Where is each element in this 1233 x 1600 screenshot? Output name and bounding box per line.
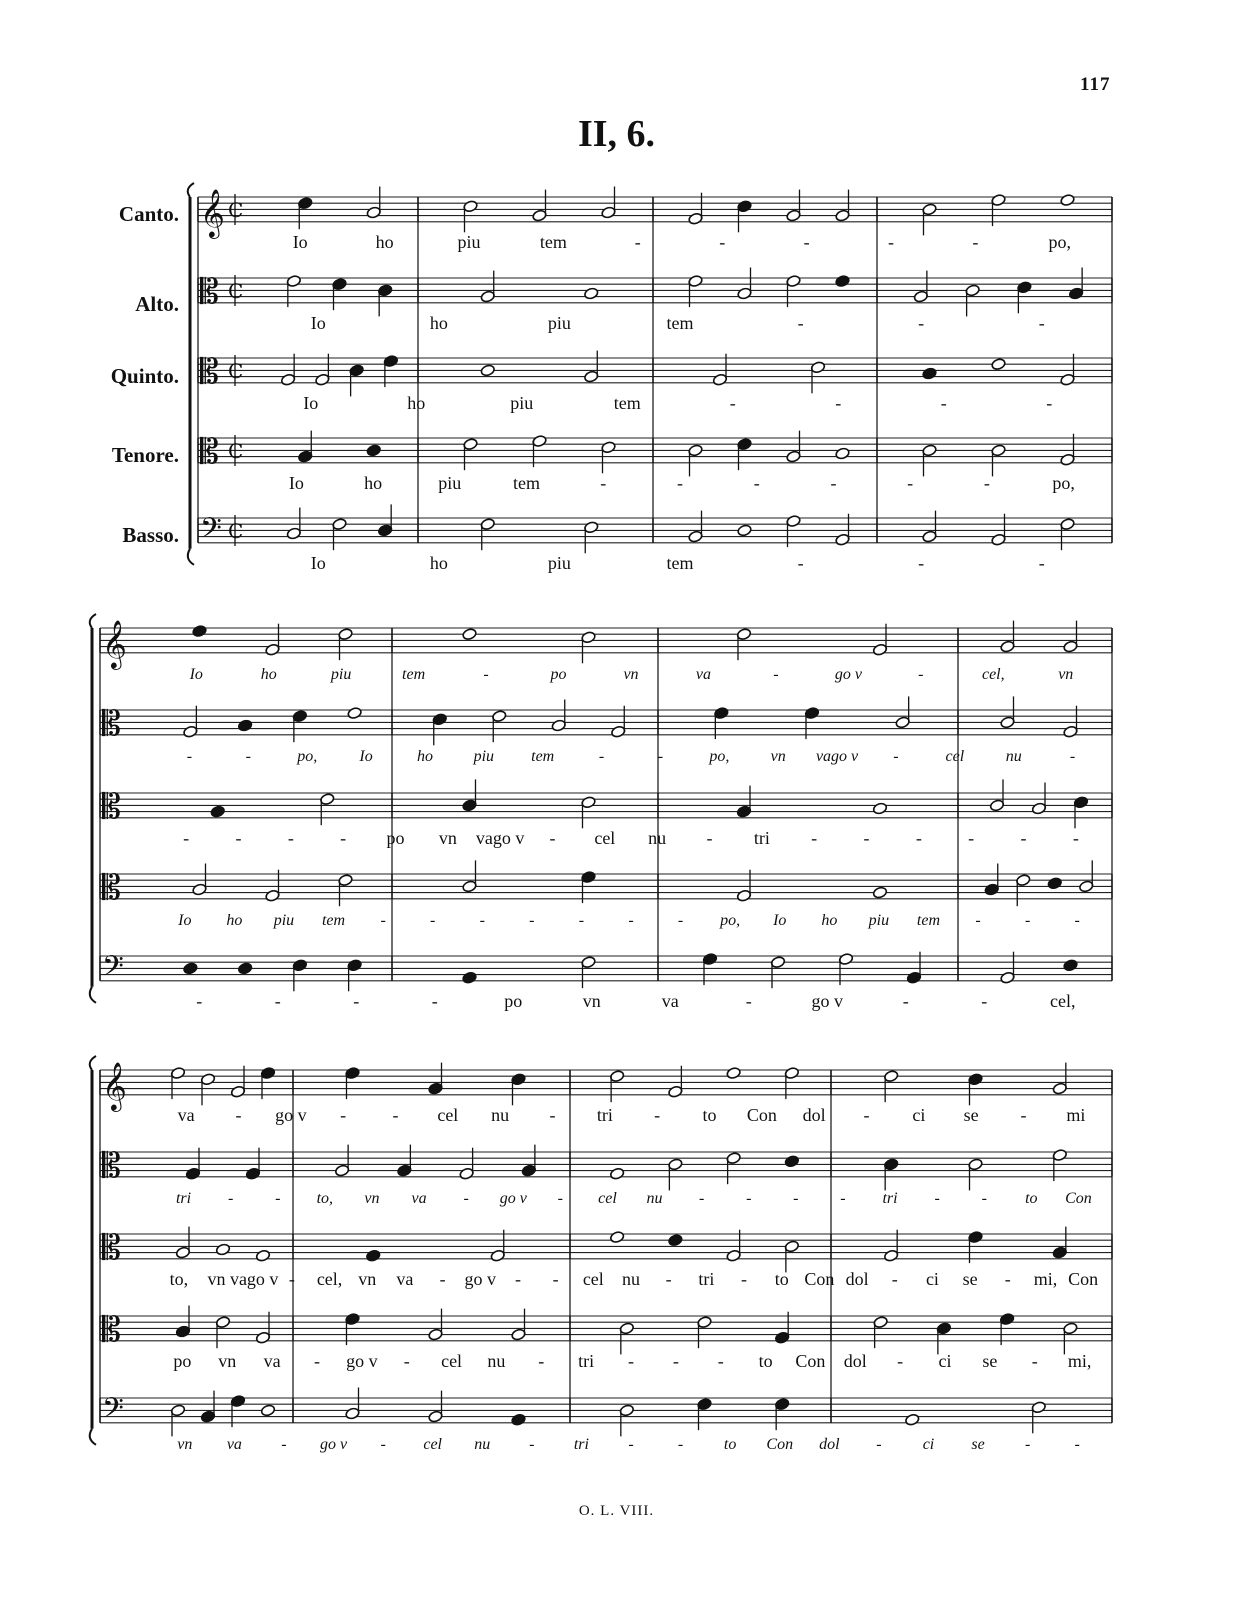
note-head [183, 962, 198, 975]
tenor-clef-icon: 𝄡 [102, 868, 121, 908]
lyric-tenore: ho [364, 472, 383, 493]
lyric-basso: nu [474, 1435, 491, 1453]
lyric-tenore: tem [916, 911, 941, 929]
system-1-brace-top [188, 183, 194, 197]
lyric-canto: cel, [981, 665, 1005, 683]
note-head [1063, 959, 1078, 972]
lyric-quinto: tri [698, 1268, 715, 1289]
lyric-quinto: - [891, 1268, 898, 1289]
lyric-basso: va [661, 990, 679, 1011]
note-head [192, 625, 207, 638]
lyric-quinto: vn [207, 1268, 226, 1289]
lyric-basso: - [281, 1435, 287, 1453]
lyric-alto: tri [175, 1189, 192, 1207]
lyric-basso: go v [811, 990, 843, 1011]
footer-signature: O. L. VIII. [578, 1503, 655, 1519]
lyric-quinto: - [288, 1268, 295, 1289]
lyric-quinto: - [1004, 1268, 1011, 1289]
lyric-alto: - [793, 1189, 799, 1207]
lyric-quinto: cel, [316, 1268, 343, 1289]
note-head [905, 1413, 920, 1426]
lyric-basso: - [380, 1435, 386, 1453]
lyric-basso: - [876, 1435, 882, 1453]
note-head [609, 1231, 624, 1244]
alto-clef-icon: 𝄡 [102, 704, 121, 744]
lyric-tenore: tem [321, 911, 346, 929]
lyric-quinto: Con [1068, 1268, 1099, 1289]
lyric-tenore: - [1074, 911, 1080, 929]
lyric-basso: ci [922, 1435, 935, 1453]
lyric-alto: Con [1065, 1189, 1092, 1207]
lyric-canto: go v [275, 1104, 307, 1125]
lyric-canto: - [392, 1104, 399, 1125]
lyric-quinto: vn [358, 1268, 377, 1289]
lyric-tenore: - [897, 1350, 904, 1371]
lyric-tenore: - [430, 911, 436, 929]
lyric-quinto: - [549, 827, 556, 848]
lyric-canto: ho [260, 665, 277, 683]
lyric-basso: va [226, 1435, 242, 1453]
lyric-tenore: mi, [1067, 1350, 1092, 1371]
lyric-quinto: vago v [229, 1268, 279, 1289]
lyric-alto: - [746, 1189, 752, 1207]
note-head [255, 1249, 270, 1262]
lyric-alto: - [1038, 312, 1045, 333]
note-head [1060, 194, 1075, 207]
system-1-brace-bottom [188, 549, 194, 565]
lyric-basso: cel, [1050, 990, 1076, 1011]
lyric-alto: - [918, 312, 925, 333]
lyric-tenore: - [717, 1350, 724, 1371]
time-signature-icon: C [228, 439, 244, 463]
tenor-clef-icon: 𝄡 [200, 432, 219, 472]
lyric-tenore: tem [513, 472, 541, 493]
bass-clef-icon: 𝄢 [102, 950, 124, 990]
note-head [366, 444, 381, 457]
lyric-canto: Io [189, 665, 203, 683]
note-head [210, 805, 225, 818]
lyric-alto: - [598, 747, 605, 765]
lyric-alto: - [186, 747, 193, 765]
lyric-alto: - [1069, 747, 1076, 765]
lyric-quinto: nu [648, 827, 667, 848]
lyric-basso: - [274, 990, 281, 1011]
lyric-quinto: ho [407, 392, 426, 413]
lyric-alto: va [411, 1189, 427, 1207]
lyric-tenore: ho [821, 911, 838, 929]
alto-clef-icon: 𝄡 [102, 1228, 121, 1268]
note-head [784, 1155, 799, 1168]
lyric-canto: piu [457, 231, 481, 252]
lyric-quinto: go v [464, 1268, 497, 1289]
lyric-quinto: - [729, 392, 736, 413]
voice-label-basso: Basso. [122, 523, 179, 547]
lyric-alto: vn [770, 747, 786, 765]
time-signature-icon: C [228, 198, 244, 222]
lyric-tenore: - [529, 911, 535, 929]
lyric-quinto: ci [925, 1268, 939, 1289]
note-head [260, 1404, 275, 1417]
tenor-clef-icon: 𝄡 [102, 1310, 121, 1350]
lyric-quinto: - [968, 827, 975, 848]
lyric-tenore: Io [288, 472, 304, 493]
lyric-alto: Io [359, 747, 373, 765]
voice-label-tenore: Tenore. [111, 443, 179, 467]
lyric-basso: dol [819, 1435, 840, 1453]
alto-clef-icon: 𝄡 [200, 272, 219, 312]
lyric-basso: Con [766, 1435, 794, 1453]
lyric-canto: - [803, 231, 810, 252]
lyric-alto: to [1025, 1189, 1038, 1207]
lyric-tenore: po, [720, 911, 741, 929]
lyric-alto: tem [666, 312, 694, 333]
lyric-canto: dol [802, 1104, 826, 1125]
lyric-tenore: se [982, 1350, 998, 1371]
lyric-basso: - [1074, 1435, 1080, 1453]
lyric-canto: va [177, 1104, 195, 1125]
lyric-basso: Io [310, 552, 326, 573]
lyric-alto: ho [429, 312, 448, 333]
lyric-quinto: vn [438, 827, 457, 848]
note-head [726, 1067, 741, 1080]
lyric-tenore: - [975, 911, 981, 929]
bass-clef-icon: 𝄢 [102, 1392, 124, 1432]
lyric-basso: - [628, 1435, 634, 1453]
lyric-canto: - [483, 665, 489, 683]
lyric-tenore: - [600, 472, 607, 493]
note-head [480, 364, 495, 377]
lyric-basso: - [529, 1435, 535, 1453]
lyric-basso: - [196, 990, 203, 1011]
lyric-alto: cel [598, 1189, 617, 1207]
note-head [609, 1167, 624, 1180]
lyric-canto: piu [330, 665, 352, 683]
lyric-quinto: vago v [475, 827, 525, 848]
lyric-tenore: vn [218, 1350, 237, 1371]
lyric-quinto: dol [845, 1268, 869, 1289]
lyric-alto: - [934, 1189, 940, 1207]
lyric-canto: - [549, 1104, 556, 1125]
lyric-alto: - [840, 1189, 846, 1207]
lyric-basso: piu [547, 552, 571, 573]
lyric-tenore: Io [178, 911, 192, 929]
lyric-quinto: - [811, 827, 818, 848]
lyric-basso: cel [423, 1435, 443, 1453]
lyric-canto: tem [539, 231, 567, 252]
lyric-alto: - [557, 1189, 564, 1207]
lyric-tenore: piu [273, 911, 295, 929]
lyric-alto: tri [882, 1189, 898, 1207]
lyric-tenore: nu [487, 1350, 506, 1371]
lyric-basso: - [918, 552, 925, 573]
treble-clef-icon: 𝄞 [102, 1061, 127, 1110]
lyric-quinto: - [514, 1268, 521, 1289]
lyric-quinto: - [940, 392, 947, 413]
lyric-quinto: Io [303, 392, 319, 413]
lyric-canto: - [918, 665, 924, 683]
lyric-quinto: Con [804, 1268, 835, 1289]
note-head [872, 802, 887, 815]
lyric-basso: vn [582, 990, 601, 1011]
lyric-quinto: tri [753, 827, 770, 848]
lyric-basso: ho [429, 552, 448, 573]
note-head [835, 275, 850, 288]
time-signature-icon: C [228, 279, 244, 303]
note-head [991, 358, 1006, 371]
note-head [872, 886, 887, 899]
lyric-quinto: - [1046, 392, 1053, 413]
lyric-alto: - [245, 747, 251, 765]
note-head [237, 962, 252, 975]
lyric-tenore: tri [578, 1350, 595, 1371]
lyric-canto: - [340, 1104, 347, 1125]
lyric-quinto: - [741, 1268, 748, 1289]
lyric-quinto: va [396, 1268, 414, 1289]
lyric-alto: ho [416, 747, 433, 765]
lyric-tenore: to [758, 1350, 773, 1371]
lyric-basso: - [677, 1435, 684, 1453]
lyric-quinto: - [665, 1268, 672, 1289]
lyric-tenore: - [538, 1350, 545, 1371]
time-signature-icon: C [228, 519, 244, 543]
lyric-basso: - [745, 990, 752, 1011]
lyric-quinto: po [386, 827, 405, 848]
lyric-canto: - [235, 1104, 242, 1125]
voice-label-canto: Canto. [118, 202, 179, 226]
system-3-brace-bottom [90, 1429, 96, 1445]
lyric-quinto: - [915, 827, 922, 848]
note-head [366, 1249, 381, 1262]
lyric-tenore: go v [346, 1350, 378, 1371]
lyric-basso: - [1024, 1435, 1031, 1453]
lyric-tenore: va [263, 1350, 281, 1371]
lyric-tenore: - [628, 911, 634, 929]
lyric-alto: - [981, 1189, 987, 1207]
note-head [215, 1243, 230, 1256]
lyric-alto: nu [646, 1189, 663, 1207]
lyric-alto: cel [945, 747, 965, 765]
bass-clef-icon: 𝄢 [200, 512, 222, 552]
lyric-canto: to [702, 1104, 717, 1125]
lyric-tenore: - [1031, 1350, 1038, 1371]
note-head [835, 447, 850, 460]
lyric-tenore: - [1024, 911, 1031, 929]
lyric-alto: - [463, 1189, 469, 1207]
lyric-canto: ho [375, 231, 394, 252]
lyric-quinto: - [706, 827, 713, 848]
lyric-tenore: - [380, 911, 386, 929]
lyric-alto: vago v [815, 747, 859, 765]
note-head [347, 707, 362, 720]
lyric-quinto: - [235, 827, 242, 848]
lyric-basso: - [902, 990, 909, 1011]
lyric-quinto: - [1020, 827, 1027, 848]
lyric-tenore: - [677, 911, 684, 929]
note-head [511, 1413, 526, 1426]
treble-clef-icon: 𝄞 [200, 188, 225, 237]
lyric-canto: cel [437, 1104, 459, 1125]
lyric-tenore: piu [868, 911, 890, 929]
lyric-tenore: Io [773, 911, 787, 929]
lyric-canto: - [634, 231, 641, 252]
lyric-alto: - [698, 1189, 705, 1207]
lyric-canto: Io [292, 231, 308, 252]
note-head [1047, 877, 1062, 890]
lyric-tenore: piu [438, 472, 462, 493]
lyric-alto: - [227, 1189, 234, 1207]
time-signature-icon: C [228, 359, 244, 383]
lyric-tenore: - [830, 472, 837, 493]
lyric-canto: - [654, 1104, 661, 1125]
lyric-canto: mi [1066, 1104, 1086, 1125]
lyric-canto: go v [834, 665, 862, 683]
lyric-basso: po [504, 990, 523, 1011]
lyric-alto: po, [297, 747, 318, 765]
lyric-alto: piu [473, 747, 495, 765]
lyric-alto: tem [531, 747, 555, 765]
lyric-canto: - [888, 231, 894, 252]
lyric-tenore: dol [843, 1350, 867, 1371]
lyric-basso: - [1038, 552, 1045, 573]
lyric-quinto: - [340, 827, 347, 848]
lyric-canto: - [719, 231, 726, 252]
lyric-quinto: to, [169, 1268, 189, 1289]
lyric-canto: po [550, 665, 567, 683]
lyric-tenore: ho [226, 911, 243, 929]
lyric-alto: vn [364, 1189, 380, 1207]
lyric-quinto: tem [613, 392, 641, 413]
page-number: 117 [1080, 74, 1111, 95]
lyric-basso: to [723, 1435, 737, 1453]
lyric-canto: - [773, 665, 779, 683]
lyric-alto: - [657, 747, 664, 765]
lyric-canto: vn [1058, 665, 1074, 683]
lyric-quinto: - [287, 827, 294, 848]
lyric-tenore: ci [938, 1350, 952, 1371]
note-head [668, 1234, 683, 1247]
system-3-brace-top [90, 1056, 96, 1070]
lyric-quinto: mi, [1033, 1268, 1058, 1289]
system-2-brace-top [90, 614, 96, 628]
note-head [462, 628, 477, 641]
lyric-tenore: cel [441, 1350, 463, 1371]
lyric-quinto: - [863, 827, 870, 848]
lyric-basso: - [981, 990, 988, 1011]
lyric-canto: ci [912, 1104, 926, 1125]
lyric-canto: vn [623, 665, 639, 683]
lyric-alto: - [797, 312, 804, 333]
system-2-brace-bottom [90, 987, 96, 1003]
lyric-alto: po, [709, 747, 730, 765]
lyric-basso: go v [319, 1435, 348, 1453]
lyric-quinto: to [774, 1268, 789, 1289]
lyric-canto: tri [596, 1104, 613, 1125]
lyric-alto: - [275, 1189, 281, 1207]
lyric-quinto: piu [510, 392, 534, 413]
lyric-basso: tem [666, 552, 694, 573]
lyric-quinto: cel [594, 827, 616, 848]
lyric-alto: piu [547, 312, 571, 333]
lyric-tenore: - [677, 472, 683, 493]
lyric-basso: - [431, 990, 438, 1011]
lyric-quinto: cel [582, 1268, 604, 1289]
lyric-canto: - [863, 1104, 870, 1125]
lyric-tenore: po, [1052, 472, 1075, 493]
lyric-tenore: - [672, 1350, 679, 1371]
lyric-canto: se [963, 1104, 979, 1125]
lyric-canto: - [1020, 1104, 1027, 1125]
lyric-quinto: - [1072, 827, 1079, 848]
note-head [922, 367, 937, 380]
lyric-alto: Io [310, 312, 326, 333]
lyric-tenore: - [403, 1350, 410, 1371]
alto-clef-icon: 𝄡 [102, 787, 121, 827]
lyric-tenore: po [173, 1350, 192, 1371]
piece-title: II, 6. [577, 113, 656, 155]
lyric-alto: to, [316, 1189, 334, 1207]
lyric-canto: nu [491, 1104, 510, 1125]
lyric-basso: vn [177, 1435, 193, 1453]
lyric-tenore: - [628, 1350, 634, 1371]
lyric-canto: va [695, 665, 712, 683]
lyric-tenore: - [907, 472, 914, 493]
lyric-canto: po, [1048, 231, 1072, 252]
voice-label-alto: Alto. [135, 292, 179, 316]
note-head [584, 287, 599, 300]
lyric-basso: - [797, 552, 804, 573]
lyric-quinto: - [439, 1268, 446, 1289]
note-head [237, 719, 252, 732]
lyric-canto: Con [746, 1104, 777, 1125]
treble-clef-icon: 𝄞 [102, 619, 127, 668]
note-head [737, 524, 752, 537]
lyric-quinto: nu [622, 1268, 640, 1289]
voice-label-quinto: Quinto. [110, 364, 179, 388]
lyric-tenore: Con [795, 1350, 826, 1371]
lyric-tenore: - [479, 911, 485, 929]
lyric-tenore: - [983, 472, 990, 493]
lyric-canto: tem [402, 665, 426, 683]
alto-clef-icon: 𝄡 [200, 352, 219, 392]
lyric-tenore: - [753, 472, 760, 493]
lyric-basso: - [353, 990, 360, 1011]
lyric-quinto: - [552, 1268, 559, 1289]
lyric-quinto: - [835, 392, 842, 413]
alto-clef-icon: 𝄡 [102, 1146, 121, 1186]
lyric-tenore: - [314, 1350, 320, 1371]
note-head [462, 971, 477, 984]
lyric-quinto: - [183, 827, 190, 848]
lyric-canto: - [972, 231, 979, 252]
lyric-alto: - [893, 747, 899, 765]
lyric-alto: nu [1005, 747, 1022, 765]
lyric-basso: se [971, 1435, 985, 1453]
lyric-alto: go v [499, 1189, 527, 1207]
lyric-quinto: se [962, 1268, 978, 1289]
lyric-tenore: - [578, 911, 585, 929]
lyric-basso: tri [573, 1435, 589, 1453]
